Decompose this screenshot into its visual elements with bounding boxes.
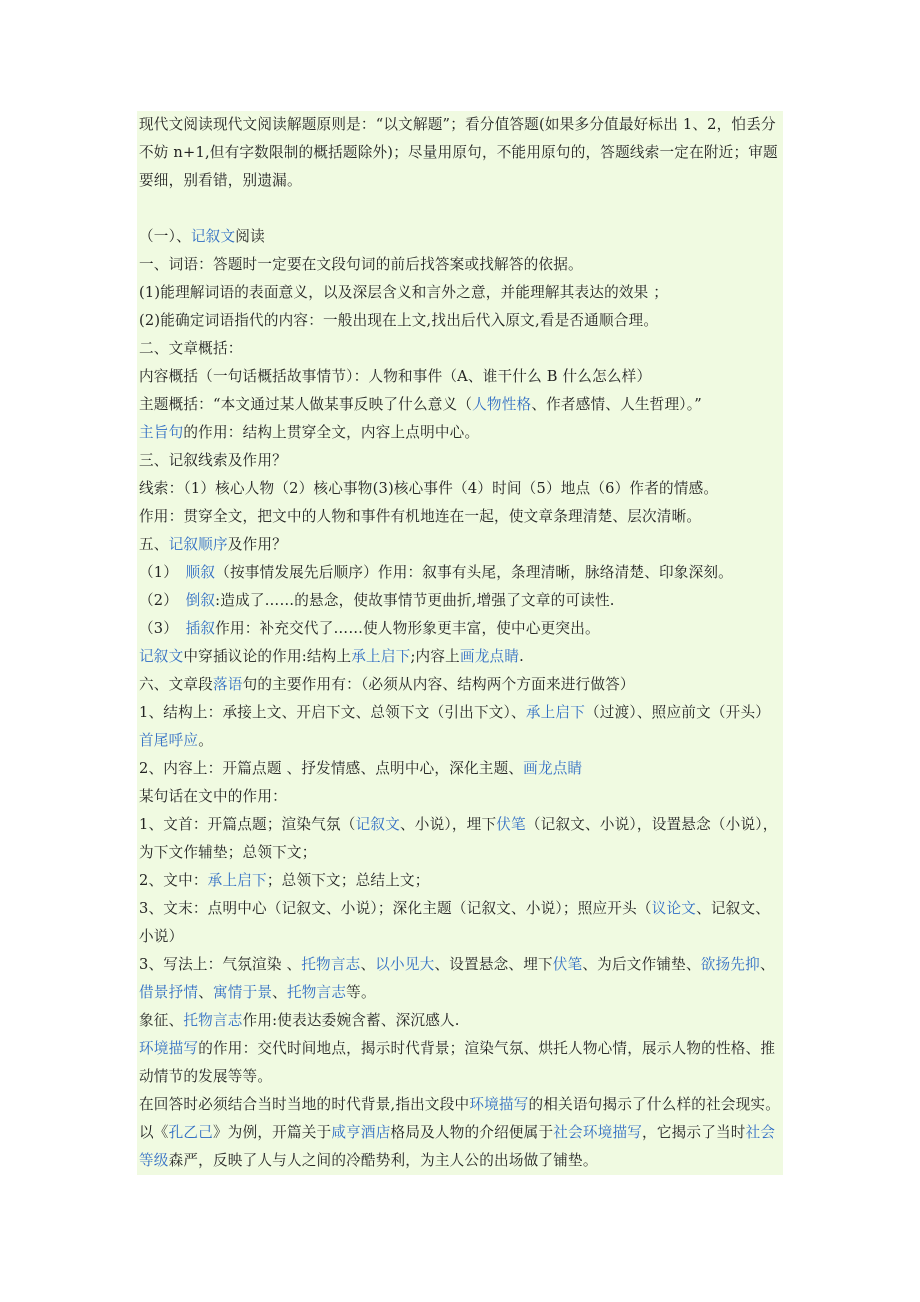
- content-paragraph: [137, 867, 783, 895]
- text-segment: :造成了……的悬念，使故事情节更曲折,增强了文章的可读性.: [215, 592, 615, 609]
- term-link[interactable]: 欲扬先抑: [700, 956, 760, 973]
- term-link[interactable]: 记叙文: [139, 648, 184, 665]
- text-segment: 线索：（1）核心人物（2）核心事物(3)核心事件（4）时间（5）地点（6）作者的情感。: [139, 480, 719, 497]
- term-link[interactable]: 议论文: [651, 900, 697, 917]
- text-segment: 中穿插议论的作用:结构上: [183, 648, 352, 665]
- term-link[interactable]: 记叙文: [190, 228, 236, 245]
- content-paragraph: [137, 307, 783, 335]
- text-segment: 》为例，开篇关于: [212, 1124, 332, 1141]
- term-link[interactable]: 托物言志: [286, 984, 347, 1001]
- term-link[interactable]: 画龙点睛: [523, 760, 583, 777]
- intro-paragraph: [137, 111, 783, 195]
- content-paragraph: [137, 755, 783, 783]
- text-segment: ，它揭示了当时: [642, 1124, 746, 1141]
- text-segment: 3、文末：点明中心（记叙文、小说）；深化主题（记叙文、小说）；照应开头（: [139, 900, 652, 917]
- content-paragraph: [137, 699, 783, 755]
- term-link[interactable]: 伏笔: [496, 816, 526, 833]
- text-segment: 、小说），埋下: [400, 816, 497, 833]
- term-link[interactable]: 承上启下: [525, 704, 586, 721]
- term-link[interactable]: 顺叙: [185, 564, 216, 581]
- section-content: [137, 223, 783, 1175]
- text-segment: 主题概括：“本文通过某人做某事反映了什么意义（: [139, 396, 473, 413]
- text-segment: 森严，反映了人与人之间的冷酷势利，为主人公的出场做了铺垫。: [168, 1152, 598, 1169]
- content-paragraph: [137, 671, 783, 699]
- content-paragraph: [137, 1091, 783, 1175]
- term-link[interactable]: 主旨句: [139, 424, 184, 441]
- text-segment: 等。: [346, 984, 376, 1001]
- text-segment: ；总领下文；总结上文；: [266, 872, 430, 889]
- term-link[interactable]: 环境描写: [469, 1096, 529, 1113]
- text-segment: 作用：贯穿全文，把文中的人物和事件有机地连在一起，使文章条理清楚、层次清晰。: [139, 508, 702, 525]
- term-link[interactable]: 记叙顺序: [168, 536, 228, 553]
- content-paragraph: [137, 447, 783, 475]
- text-segment: 某句话在文中的作用：: [139, 788, 287, 805]
- term-link[interactable]: 承上启下: [351, 648, 411, 665]
- text-segment: 1、结构上：承接上文、开启下文、总领下文（引出下文）、: [139, 704, 526, 721]
- content-paragraph: [137, 531, 783, 559]
- content-paragraph: [137, 559, 783, 587]
- text-segment: （过渡）、照应前文（开头）: [585, 704, 771, 721]
- term-link[interactable]: 插叙: [185, 620, 216, 637]
- content-paragraph: [137, 391, 783, 419]
- content-paragraph: [137, 951, 783, 1007]
- text-segment: (2)能确定词语指代的内容：一般出现在上文,找出后代入原文,看是否通顺合理。: [139, 312, 659, 329]
- text-segment: 3、写法上：气氛渲染 、: [139, 956, 302, 973]
- blank-line: [137, 195, 783, 223]
- term-link[interactable]: 伏笔: [552, 956, 583, 973]
- term-link[interactable]: 环境描写: [139, 1040, 199, 1057]
- document-body: [137, 111, 783, 1175]
- text-segment: 、为后文作铺垫、: [582, 956, 701, 973]
- term-link[interactable]: 寓情于景: [212, 984, 273, 1001]
- term-link[interactable]: 承上启下: [207, 872, 267, 889]
- content-paragraph: [137, 1035, 783, 1091]
- text-segment: 作用：补充交代了……使人物形象更丰富，使中心更突出。: [215, 620, 600, 637]
- term-link[interactable]: 画龙点睛: [459, 648, 520, 665]
- text-segment: 2、文中：: [139, 872, 208, 889]
- text-segment: ;内容上: [410, 648, 460, 665]
- term-link[interactable]: 以小见大: [375, 956, 435, 973]
- text-segment: 及作用？: [227, 536, 287, 553]
- text-segment: 的相关语句揭示了什么样的社会现实。以《: [139, 1096, 780, 1141]
- text-segment: 。: [198, 732, 213, 749]
- content-paragraph: [137, 503, 783, 531]
- text-segment: 句的主要作用有：（必须从内容、结构两个方面来进行做答）: [242, 676, 635, 693]
- term-link[interactable]: 倒叙: [185, 592, 216, 609]
- text-segment: 格局及人物的介绍便属于: [390, 1124, 554, 1141]
- term-link[interactable]: 人物性格: [472, 396, 532, 413]
- text-segment: 六、文章段: [139, 676, 213, 693]
- text-segment: 在回答时必须结合当时当地的时代背景,指出文段中: [139, 1096, 470, 1113]
- text-segment: 、: [759, 956, 775, 973]
- text-segment: 、设置悬念、埋下: [434, 956, 553, 973]
- text-segment: 、: [198, 984, 213, 1001]
- term-link[interactable]: 落语: [212, 676, 243, 693]
- text-segment: 、: [272, 984, 287, 1001]
- text-segment: 内容概括（一句话概括故事情节）：人物和事件（A、谁干什么 B 什么怎么样）: [139, 368, 652, 385]
- content-paragraph: [137, 895, 783, 951]
- text-segment: （3）: [139, 620, 186, 637]
- content-paragraph: [137, 615, 783, 643]
- content-paragraph: [137, 1007, 783, 1035]
- text-segment: 作用:使表达委婉含蓄、深沉感人.: [242, 1012, 460, 1029]
- term-link[interactable]: 借景抒情: [139, 984, 199, 1001]
- content-paragraph: [137, 335, 783, 363]
- text-segment: (1)能理解词语的表面意义，以及深层含义和言外之意，并能理解其表达的效果 ；: [139, 284, 669, 301]
- text-segment: （一）、: [139, 228, 191, 245]
- content-paragraph: [137, 475, 783, 503]
- content-paragraph: [137, 811, 783, 867]
- text-segment: （1）: [139, 564, 186, 581]
- text-segment: 的作用：交代时间地点，揭示时代背景；渲染气氛、烘托人物心情，展示人物的性格、推动情节的发展等等。: [139, 1040, 776, 1085]
- term-link[interactable]: 首尾呼应: [139, 732, 199, 749]
- text-segment: 2、内容上：开篇点题 、抒发情感、点明中心，深化主题、: [139, 760, 524, 777]
- text-segment: 一、词语：答题时一定要在文段句词的前后找答案或找解答的依据。: [139, 256, 583, 273]
- text-segment: 现代文阅读现代文阅读解题原则是：“以文解题”；看分值答题(如果多分值最好标出 1、2，怕丢分不妨 n+1,但有字数限制的概括题除外)；尽量用原句，不能用原句的，答题线索一定在附近；审题要细，别看错，别遗漏。: [139, 116, 778, 189]
- text-segment: （按事情发展先后顺序）作用：叙事有头尾，条理清晰，脉络清楚、印象深刻。: [215, 564, 733, 581]
- content-paragraph: [137, 783, 783, 811]
- content-paragraph: [137, 587, 783, 615]
- text-segment: （记叙文、小说），设置悬念（小说），为下文作辅垫；总领下文；: [139, 816, 778, 861]
- term-link[interactable]: 记叙文: [355, 816, 400, 833]
- term-link[interactable]: 孔乙己: [168, 1124, 213, 1141]
- term-link[interactable]: 托物言志: [301, 956, 361, 973]
- content-paragraph: [137, 419, 783, 447]
- text-segment: .: [519, 648, 524, 665]
- text-segment: 三、记叙线索及作用？: [139, 452, 287, 469]
- text-segment: 二、文章概括：: [139, 340, 243, 357]
- text-segment: 的作用：结构上贯穿全文，内容上点明中心。: [183, 424, 480, 441]
- text-segment: （2）: [139, 592, 186, 609]
- text-segment: 象征、: [139, 1012, 184, 1029]
- text-segment: 、: [360, 956, 376, 973]
- content-paragraph: [137, 643, 783, 671]
- text-segment: 、记叙文、小说）: [139, 900, 771, 945]
- term-link[interactable]: 咸亨酒店: [331, 1124, 391, 1141]
- text-segment: 五、: [139, 536, 169, 553]
- content-paragraph: [137, 251, 783, 279]
- term-link[interactable]: 社会环境描写: [553, 1124, 643, 1141]
- content-paragraph: [137, 223, 783, 251]
- text-segment: 、作者感情、人生哲理）。”: [531, 396, 702, 413]
- term-link[interactable]: 社会等级: [139, 1124, 776, 1169]
- content-paragraph: [137, 363, 783, 391]
- text-segment: 1、文首：开篇点题；渲染气氛（: [139, 816, 356, 833]
- content-paragraph: [137, 279, 783, 307]
- text-segment: 阅读: [235, 228, 265, 245]
- term-link[interactable]: 托物言志: [183, 1012, 243, 1029]
